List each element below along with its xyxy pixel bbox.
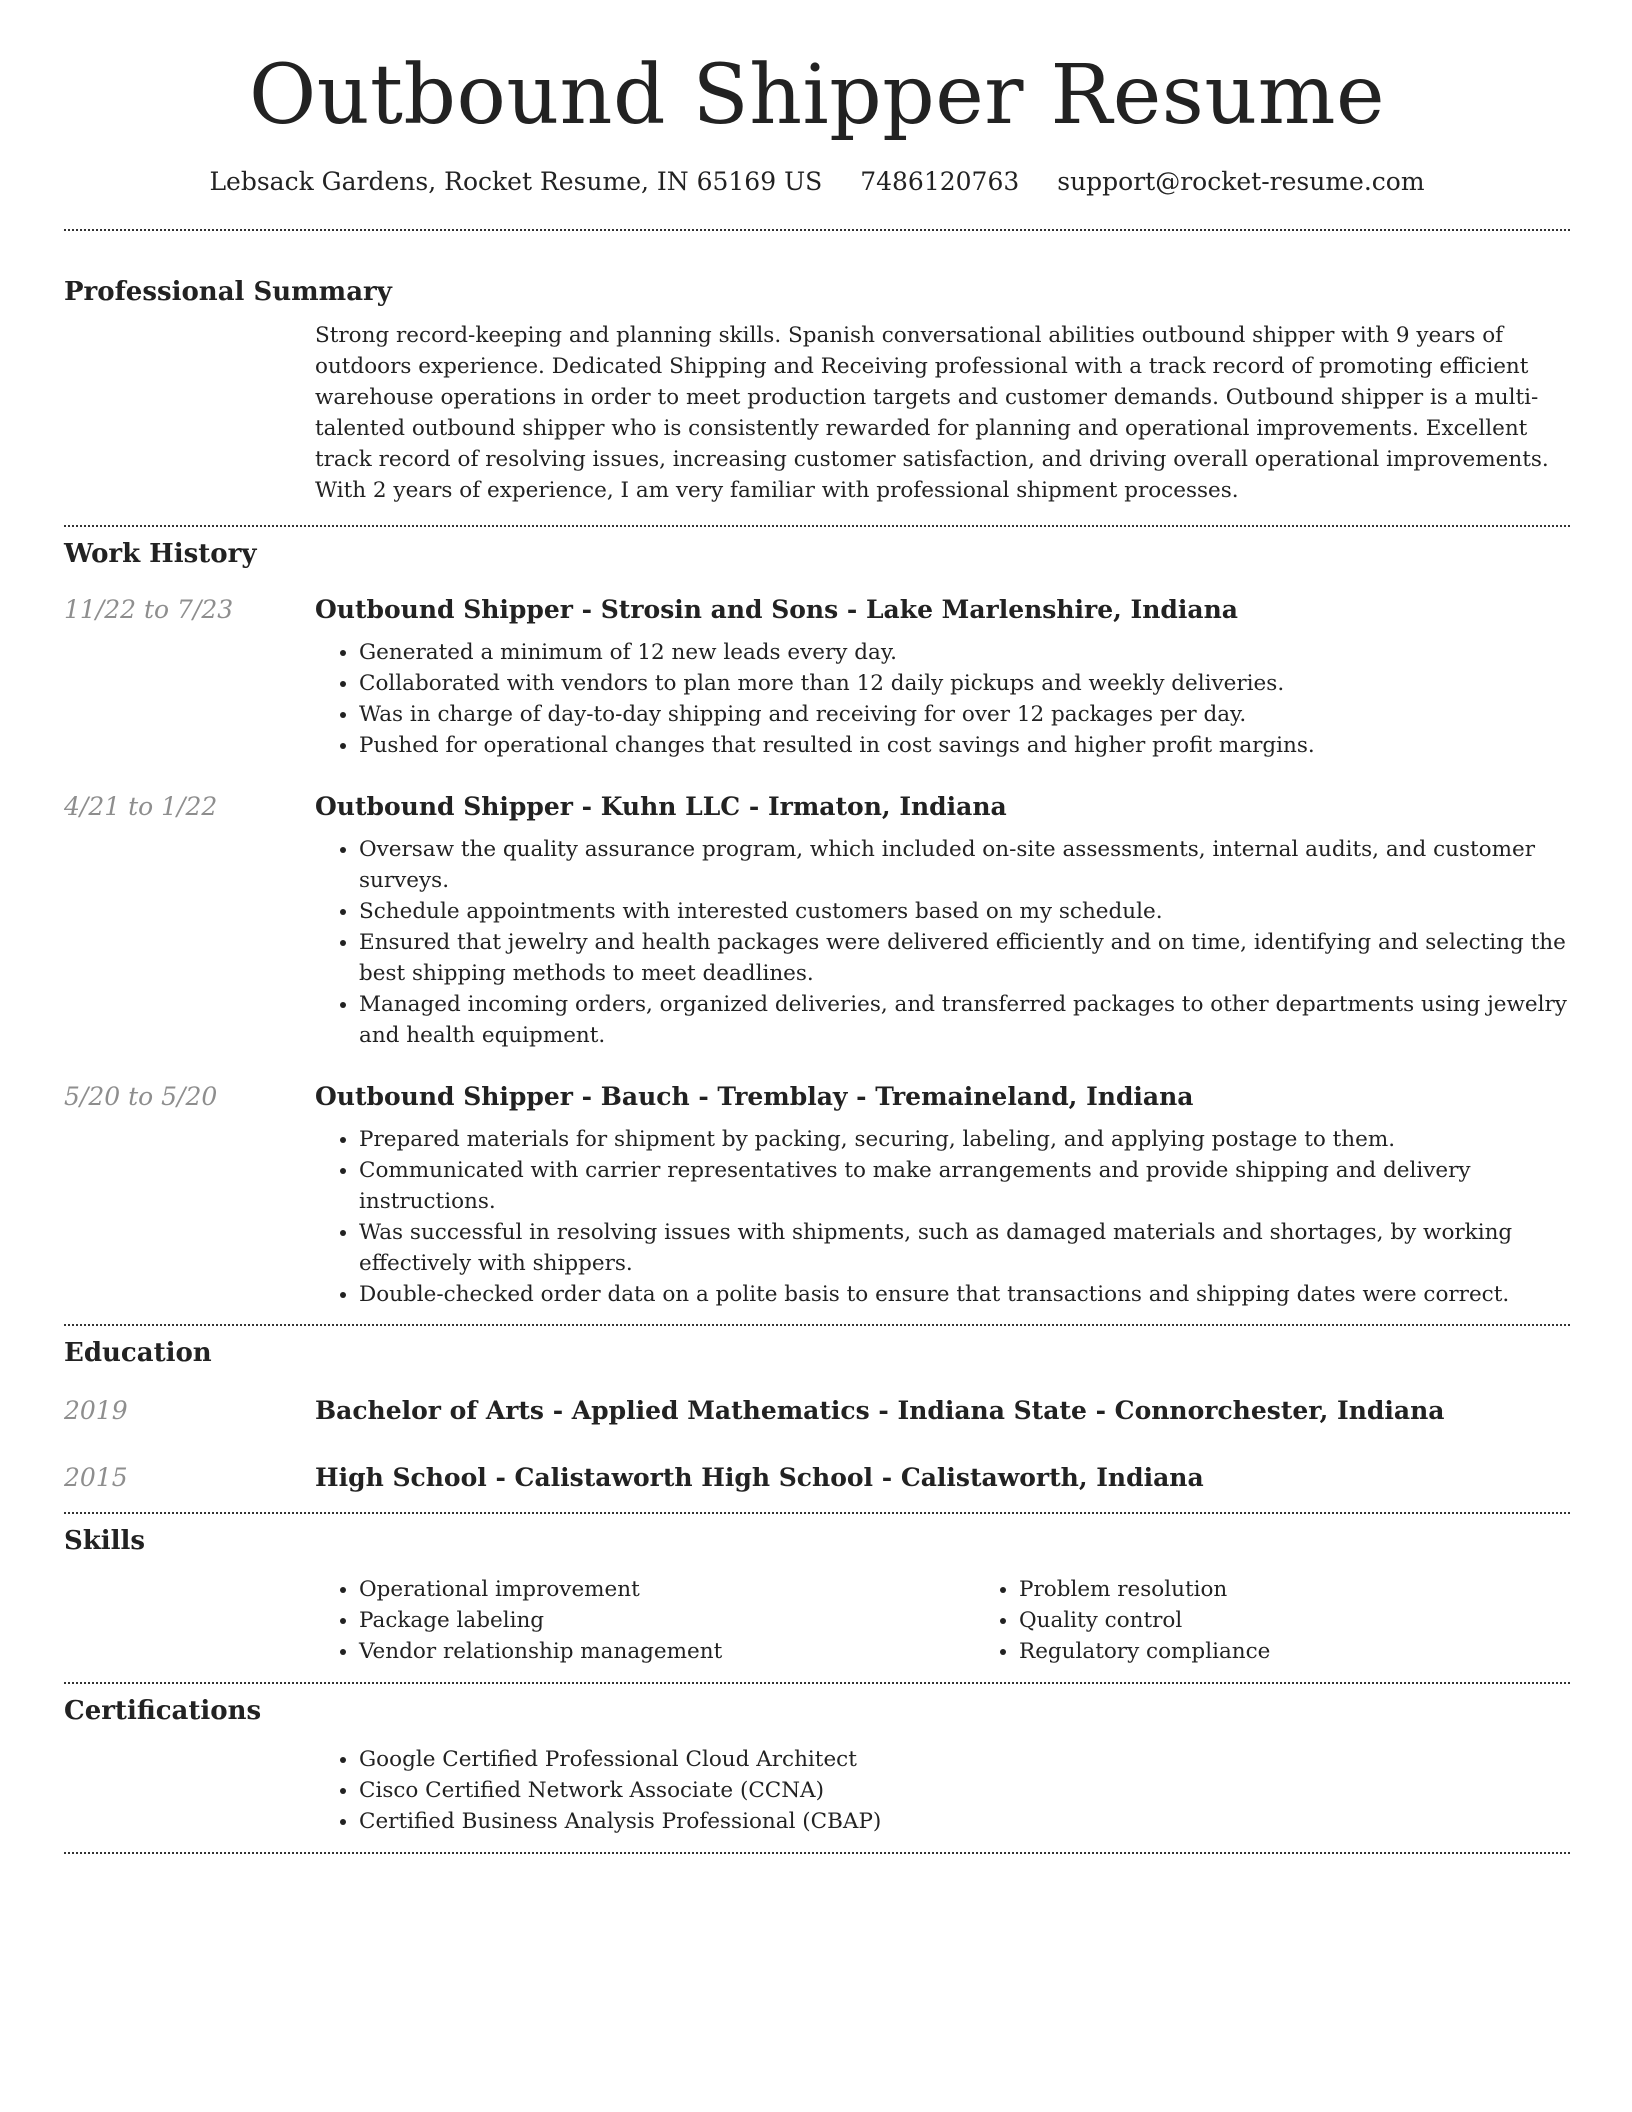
- work-history-section: [64, 527, 1570, 1310]
- job-entry: [64, 1080, 1570, 1310]
- skills-spacer: [64, 1574, 315, 1667]
- job-bullets: [315, 834, 1570, 1051]
- divider: [64, 1852, 1570, 1854]
- list-item: • Was in charge of day-to-day shipping and receiving for over 12 packages per day.: [359, 699, 1570, 730]
- job-dates: 4/21 to 1/22: [64, 792, 218, 821]
- list-item: • Schedule appointments with interested customers based on my schedule.: [359, 896, 1570, 927]
- job-heading: Outbound Shipper - Bauch - Tremblay - Tremaineland, Indiana: [315, 1082, 1194, 1111]
- summary-heading: Professional Summary: [64, 277, 392, 307]
- list-item: • Google Certified Professional Cloud Architect: [359, 1744, 1570, 1775]
- work-history-heading: Work History: [64, 539, 257, 569]
- education-heading-line: Bachelor of Arts - Applied Mathematics - Indiana State - Connorchester, Indiana: [315, 1396, 1445, 1425]
- certifications-spacer: [64, 1744, 315, 1837]
- list-item: • Was successful in resolving issues with shipments, such as damaged materials and shortages, by working effectively with shippers.: [359, 1217, 1570, 1279]
- skills-heading: Skills: [64, 1526, 146, 1556]
- list-item: • Package labeling: [359, 1605, 975, 1636]
- summary-text: Strong record-keeping and planning skills. Spanish conversational abilities outbound shipper with 9 years of outdoors experience. Dedicated Shipping and Receiving professional with a track record of promoting efficient warehouse operations in order to meet production targets and customer demands. Outbound shipper is a multi-talented outbound shipper who is consistently rewarded for planning and operational improvements. Excellent track record of resolving issues, increasing customer satisfaction, and driving overall operational improvements. With 2 years of experience, I am very familiar with professional shipment processes.: [315, 323, 1549, 503]
- job-entry: [64, 593, 1570, 761]
- list-item: • Double-checked order data on a polite basis to ensure that transactions and shipping dates were correct.: [359, 1279, 1570, 1310]
- list-item: • Pushed for operational changes that resulted in cost savings and higher profit margins.: [359, 730, 1570, 761]
- resume-title: Outbound Shipper Resume: [249, 48, 1385, 143]
- job-entry: [64, 790, 1570, 1051]
- job-heading: Outbound Shipper - Strosin and Sons - Lake Marlenshire, Indiana: [315, 595, 1238, 624]
- education-section: [64, 1326, 1570, 1495]
- education-entry: [64, 1394, 1570, 1428]
- list-item: • Vendor relationship management: [359, 1636, 975, 1667]
- list-item: • Certified Business Analysis Professional (CBAP): [359, 1806, 1570, 1837]
- education-heading-line: High School - Calistaworth High School - Calistaworth, Indiana: [315, 1463, 1204, 1492]
- contact-address: Lebsack Gardens, Rocket Resume, IN 65169 US: [209, 167, 823, 196]
- skills-list-left: [315, 1574, 975, 1667]
- list-item: • Communicated with carrier representatives to make arrangements and provide shipping and delivery instructions.: [359, 1155, 1570, 1217]
- skills-list-right: [975, 1574, 1632, 1667]
- list-item: • Generated a minimum of 12 new leads every day.: [359, 637, 1570, 668]
- list-item: • Quality control: [1019, 1605, 1632, 1636]
- certifications-heading: Certifications: [64, 1696, 262, 1726]
- job-bullets: [315, 637, 1570, 761]
- contact-email: support@rocket-resume.com: [1057, 167, 1425, 196]
- list-item: • Prepared materials for shipment by packing, securing, labeling, and applying postage to them.: [359, 1124, 1570, 1155]
- list-item: • Managed incoming orders, organized deliveries, and transferred packages to other departments using jewelry and health equipment.: [359, 989, 1570, 1051]
- list-item: • Regulatory compliance: [1019, 1636, 1632, 1667]
- summary-section: [64, 231, 1570, 506]
- job-dates: 5/20 to 5/20: [64, 1082, 218, 1111]
- contact-phone: 7486120763: [860, 167, 1020, 196]
- skills-section: [64, 1514, 1570, 1667]
- list-item: • Ensured that jewelry and health packages were delivered efficiently and on time, identifying and selecting the best shipping methods to meet deadlines.: [359, 927, 1570, 989]
- list-item: • Collaborated with vendors to plan more than 12 daily pickups and weekly deliveries.: [359, 668, 1570, 699]
- education-heading: Education: [64, 1338, 212, 1368]
- education-entry: [64, 1461, 1570, 1495]
- list-item: • Oversaw the quality assurance program, which included on-site assessments, internal audits, and customer surveys.: [359, 834, 1570, 896]
- contact-line: [64, 166, 1570, 198]
- education-year: 2019: [64, 1396, 128, 1425]
- job-bullets: [315, 1124, 1570, 1310]
- job-dates: 11/22 to 7/23: [64, 595, 234, 624]
- job-heading: Outbound Shipper - Kuhn LLC - Irmaton, Indiana: [315, 792, 1007, 821]
- list-item: • Cisco Certified Network Associate (CCNA): [359, 1775, 1570, 1806]
- resume-page: [64, 0, 1570, 1854]
- summary-spacer: [64, 320, 315, 506]
- list-item: • Problem resolution: [1019, 1574, 1632, 1605]
- certifications-list: [315, 1744, 1570, 1837]
- certifications-section: [64, 1684, 1570, 1837]
- education-year: 2015: [64, 1463, 128, 1492]
- list-item: • Operational improvement: [359, 1574, 975, 1605]
